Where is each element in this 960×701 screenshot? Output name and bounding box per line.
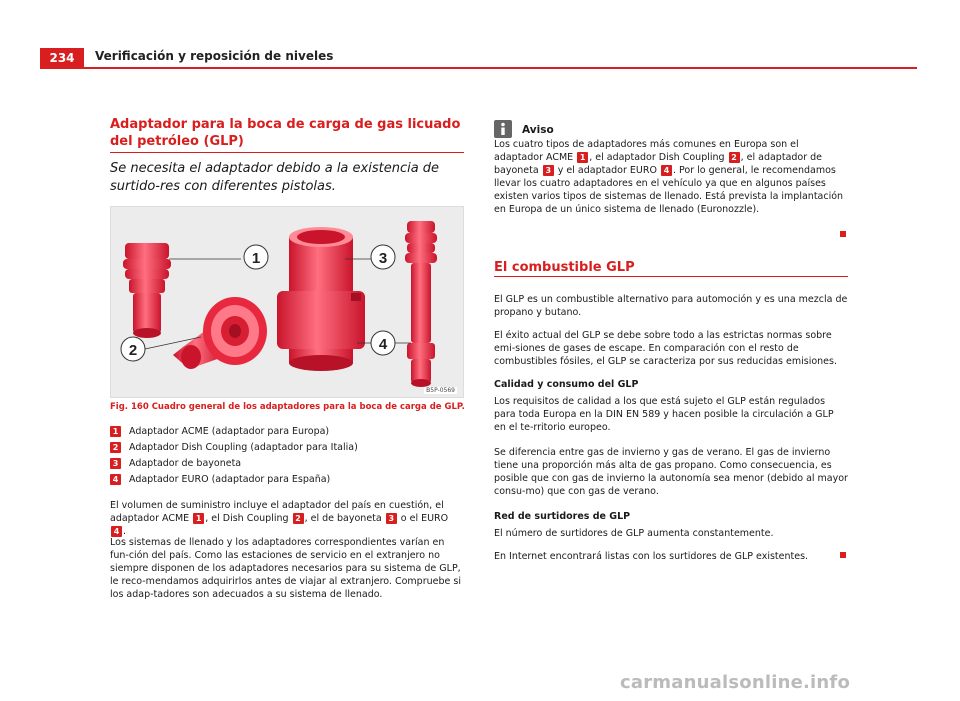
paragraph-lpg-emissions: El éxito actual del GLP se debe sobre todo a las estrictas normas sobre emi-siones de gases de escape. En comparación con el resto de combustibles fósiles, el GLP se caracteriza por sus reducidas emisiones. bbox=[494, 330, 837, 367]
text-fragment: o el EURO bbox=[397, 513, 449, 524]
legend-item bbox=[110, 471, 464, 487]
callout-2-label: 2 bbox=[128, 342, 138, 359]
inline-badge-3: 3 bbox=[386, 513, 397, 524]
section-heading-lpg: El combustible GLP bbox=[494, 260, 635, 275]
text-fragment: y el adaptador EURO bbox=[554, 165, 657, 176]
section-heading-adapter: Adaptador para la boca de carga de gas licuado del petróleo (GLP) bbox=[110, 117, 461, 149]
figure-caption: Fig. 160 Cuadro general de los adaptadores para la boca de carga de GLP. bbox=[110, 402, 465, 412]
legend-item bbox=[110, 439, 464, 455]
legend-text: Adaptador ACME (adaptador para Europa) bbox=[129, 425, 330, 437]
paragraph-winter-gas: Se diferencia entre gas de invierno y gas de verano. El gas de invierno tiene una proporción más alta de gas propano. Como consecuencia, es posible que con gas de invierno la autonomía sea menor (debido al mayor consu-mo) que con gas de verano. bbox=[494, 447, 848, 497]
acme-adapter-shape bbox=[123, 243, 171, 338]
legend-number-badge: 3 bbox=[110, 458, 121, 469]
paragraph-network: El número de surtidores de GLP aumenta constantemente. bbox=[494, 528, 774, 539]
paragraph-lpg-intro: El GLP es un combustible alternativo para automoción y es una mezcla de propano y butano. bbox=[494, 294, 848, 318]
text-fragment: El volumen de suministro incluye el adaptador del país en cuestión, el adaptador ACME bbox=[110, 500, 444, 524]
notice-title: Aviso bbox=[522, 124, 554, 136]
subheading-network: Red de surtidores de GLP bbox=[494, 511, 631, 522]
text-fragment: , el Dish Coupling bbox=[205, 513, 289, 524]
inline-badge-2: 2 bbox=[293, 513, 304, 524]
text-fragment: , el adaptador de bayoneta bbox=[494, 152, 823, 176]
dish-coupling-adapter-shape bbox=[173, 297, 267, 369]
inline-badge-4: 4 bbox=[661, 165, 672, 176]
inline-badge-1: 1 bbox=[193, 513, 204, 524]
paragraph-supply bbox=[110, 499, 464, 538]
section-end-mark bbox=[840, 231, 846, 237]
callout-1-label: 1 bbox=[251, 250, 261, 267]
notice-text bbox=[494, 138, 848, 216]
inline-badge-2: 2 bbox=[729, 152, 740, 163]
legend-text: Adaptador EURO (adaptador para España) bbox=[129, 473, 331, 485]
text-fragment: , el adaptador Dish Coupling bbox=[589, 152, 725, 163]
inline-badge-1: 1 bbox=[577, 152, 588, 163]
page-number: 234 bbox=[40, 48, 84, 68]
lead-text: Se necesita el adaptador debido a la existencia de surtido-res con diferentes pistolas. bbox=[110, 161, 440, 194]
legend-number-badge: 2 bbox=[110, 442, 121, 453]
paragraph-internet: En Internet encontrará listas con los surtidores de GLP existentes. bbox=[494, 551, 809, 562]
legend-item bbox=[110, 423, 464, 439]
header-rule bbox=[40, 67, 917, 69]
section-end-mark bbox=[840, 552, 846, 558]
legend-number-badge: 1 bbox=[110, 426, 121, 437]
watermark: carmanualsonline.info bbox=[620, 672, 851, 693]
legend-item bbox=[110, 455, 464, 471]
paragraph-quality: Los requisitos de calidad a los que está sujeto el GLP están regulados para toda Europa en la DIN EN 589 y hacen posible la circulación a GLP en el te-rritorio europeo. bbox=[494, 396, 834, 433]
bayonet-adapter-shape bbox=[277, 227, 365, 371]
callout-4 bbox=[371, 331, 395, 355]
legend-number-badge: 4 bbox=[110, 474, 121, 485]
callout-4-label: 4 bbox=[378, 336, 388, 353]
callout-3 bbox=[371, 245, 395, 269]
euro-adapter-shape bbox=[405, 221, 437, 387]
adapter-figure bbox=[110, 206, 464, 398]
legend-text: Adaptador Dish Coupling (adaptador para Italia) bbox=[129, 441, 358, 453]
info-notice-icon bbox=[494, 120, 512, 138]
text-fragment: . Por lo general, le recomendamos llevar los cuatro adaptadores en el vehículo ya que en algunos países existen varios tipos de sistemas de llenado. Está prevista la implantación en Europa de un único sistema de llenado (Euronozzle). bbox=[494, 165, 844, 215]
text-fragment: , el de bayoneta bbox=[304, 513, 382, 524]
paragraph-filling-systems: Los sistemas de llenado y los adaptadores correspondientes varían en fun-ción del país. Como las estaciones de servicio en el extranjero no siempre disponen de los adaptadores necesarios para su sistema de GLP, le reco-mendamos adquirirlos antes de viajar al extranjero. Compruebe si los adap-tadores son adecuados a su sistema de llenado. bbox=[110, 537, 461, 600]
subheading-quality: Calidad y consumo del GLP bbox=[494, 379, 639, 390]
figure-code: B5P-0569 bbox=[426, 387, 455, 394]
heading-rule bbox=[110, 152, 464, 153]
heading-rule bbox=[494, 276, 848, 277]
inline-badge-3: 3 bbox=[543, 165, 554, 176]
callout-3-label: 3 bbox=[378, 250, 388, 267]
inline-badge-4: 4 bbox=[111, 526, 122, 537]
legend-text: Adaptador de bayoneta bbox=[129, 457, 242, 469]
callout-1 bbox=[244, 245, 268, 269]
callout-2 bbox=[121, 337, 145, 361]
text-fragment: Los cuatro tipos de adaptadores más comunes en Europa son el adaptador ACME bbox=[494, 139, 799, 163]
adapter-illustration bbox=[111, 207, 463, 397]
running-header: Verificación y reposición de niveles bbox=[95, 49, 334, 63]
adapter-legend bbox=[110, 423, 464, 487]
text-fragment: . bbox=[123, 526, 127, 537]
